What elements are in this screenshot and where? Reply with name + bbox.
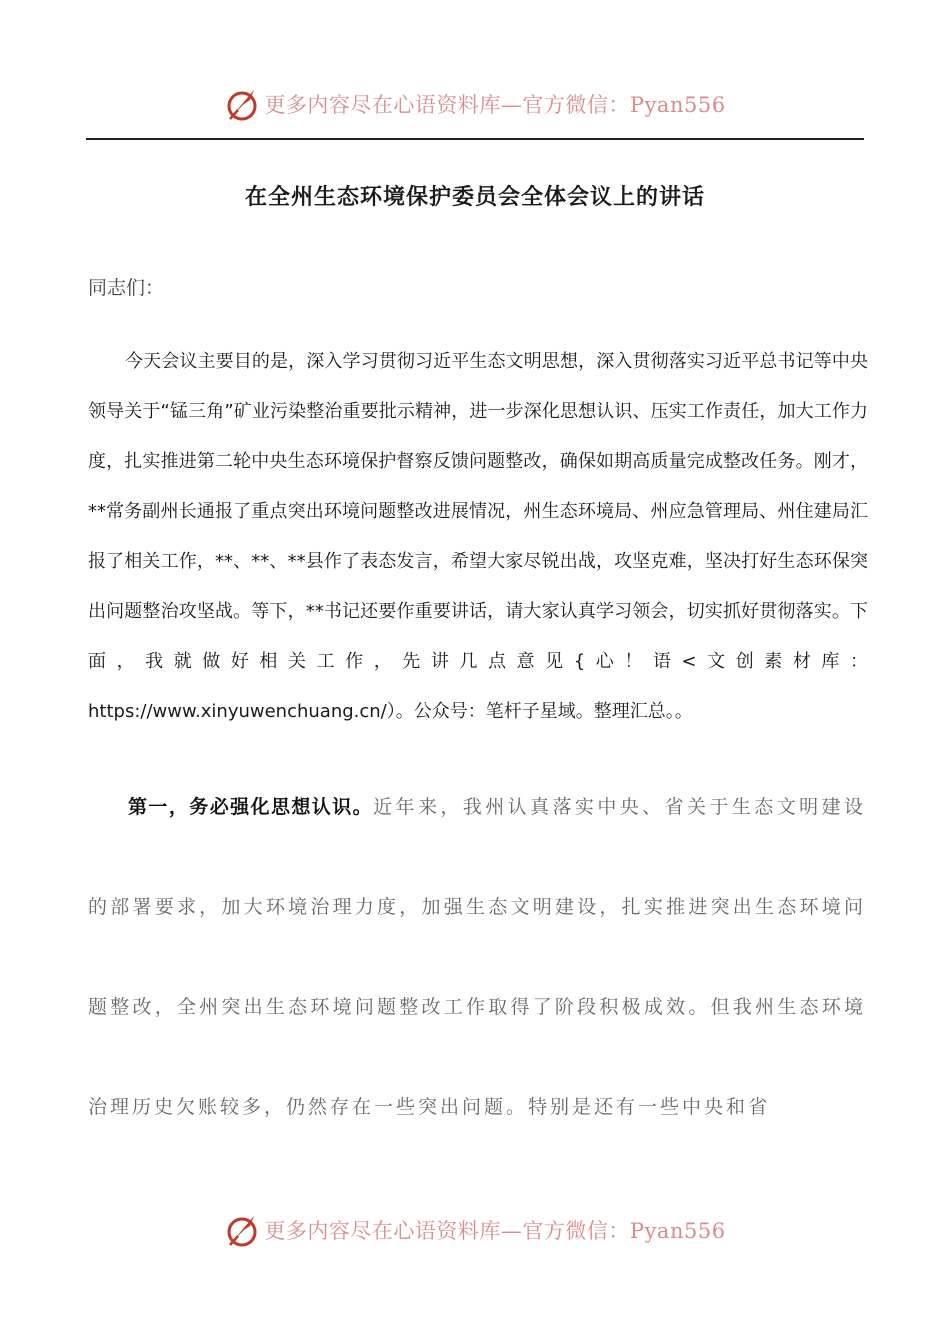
quill-pen-logo-icon	[224, 1212, 260, 1248]
paragraph-2	[88, 757, 866, 1157]
paragraph-1: 今天会议主要目的是，深入学习贯彻习近平生态文明思想，深入贯彻落实习近平总书记等中央领导关于“锰三角”矿业污染整治重要批示精神，进一步深化思想认识、压实工作责任，加大工作力度，扎实推进第二轮中央生态环境保护督察反馈问题整改，确保如期高质量完成整改任务。刚才，**常务副州长通报了重点突出环境问题整改进展情况，州生态环境局、州应急管理局、州住建局汇报了相关工作，**、**、**县作了表态发言，希望大家尽锐出战，攻坚克难，坚决打好生态环保突出问题整治攻坚战。等下，**书记还要作重要讲话，请大家认真学习领会，切实抓好贯彻落实。下面，我就做好相关工作，先讲几点意见{心！语<文创素材库：https://www.xinyuwenchuang.cn/）。公众号：笔杆子星域。整理汇总。。	[88, 351, 868, 722]
header-banner	[0, 82, 950, 126]
quill-pen-logo-icon	[224, 86, 260, 122]
header-banner-text: 更多内容尽在心语资料库—官方微信：Pyan556	[264, 93, 726, 117]
paragraph-2-lead: 第一，务必强化思想认识。	[128, 796, 374, 818]
document-title: 在全州生态环境保护委员会全体会议上的讲话	[244, 185, 705, 210]
paragraph-2-body: 近年来，我州认真落实中央、省关于生态文明建设的部署要求，加大环境治理力度，加强生态文明建设，扎实推进突出生态环境问题整改，全州突出生态环境问题整改工作取得了阶段积极成效。但我州生态环境治理历史欠账较多，仍然存在一些突出问题。特别是还有一些中央和省	[88, 796, 866, 1118]
footer-banner	[0, 1208, 950, 1252]
header-rule	[86, 138, 864, 140]
footer-banner-text: 更多内容尽在心语资料库—官方微信：Pyan556	[264, 1219, 726, 1243]
greeting: 同志们：	[88, 277, 165, 299]
